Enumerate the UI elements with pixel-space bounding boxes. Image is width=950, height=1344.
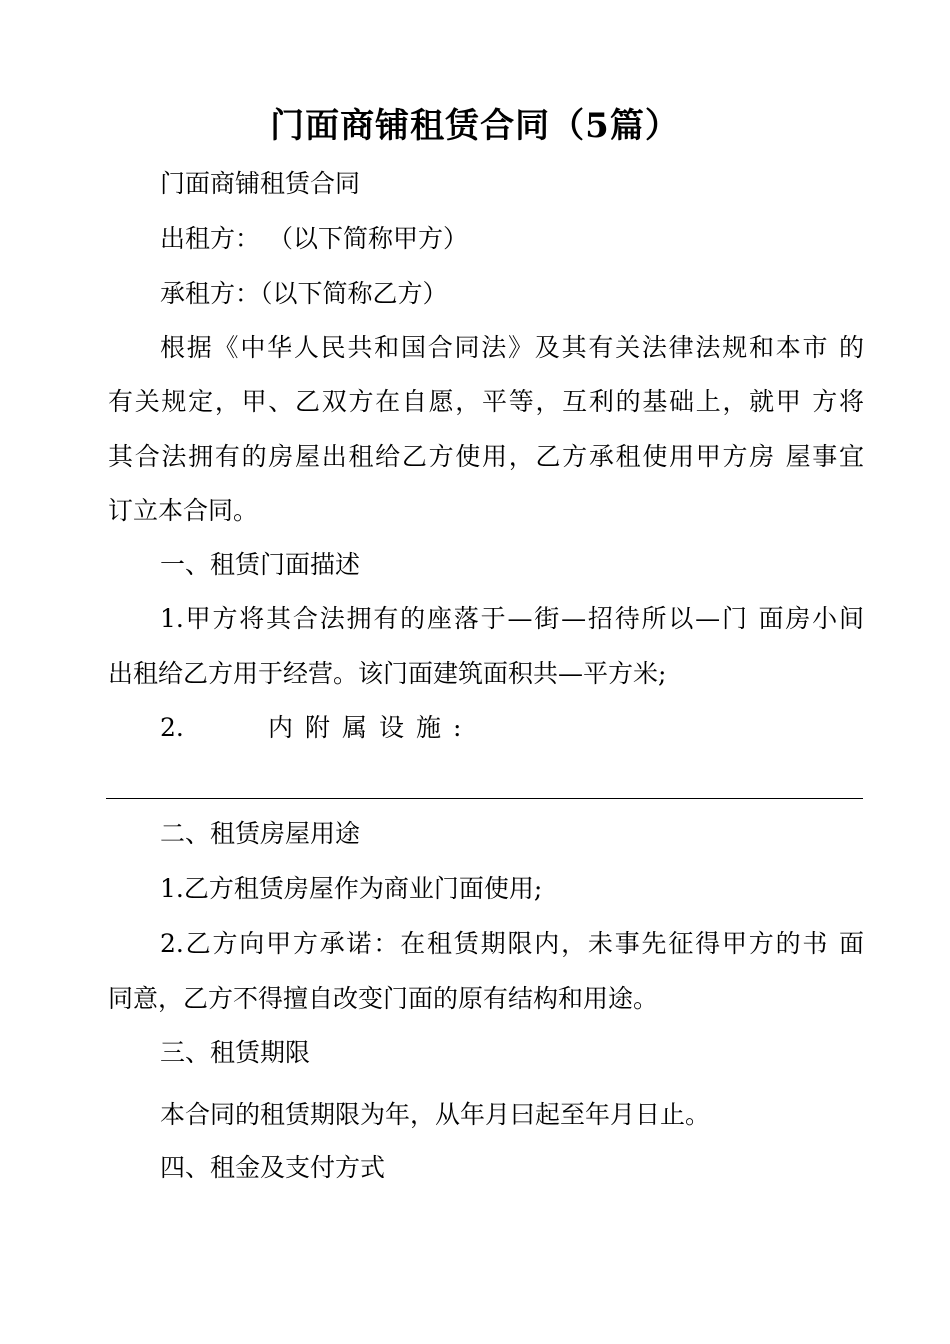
section-2-item-2-line-2: 同意，乙方不得擅自改变门面的原有结构和用途。 bbox=[108, 984, 659, 1013]
section-2-heading: 二、租赁房屋用途 bbox=[160, 819, 361, 848]
section-1-heading: 一、租赁门面描述 bbox=[160, 550, 361, 579]
section-1-item-1-line-2: 出租给乙方用于经营。该门面建筑面积共—平方米; bbox=[108, 659, 667, 688]
preamble-line-2: 有关规定，甲、乙双方在自愿，平等，互利的基础上，就甲 方将 bbox=[108, 387, 864, 416]
section-1-item-1-line-1: 1.甲方将其合法拥有的座落于—街—招待所以—门 面房小间 bbox=[160, 604, 864, 633]
document-title: 门面商铺租赁合同（5篇） bbox=[270, 106, 680, 146]
contract-subtitle: 门面商铺租赁合同 bbox=[160, 169, 361, 198]
preamble-line-4: 订立本合同。 bbox=[108, 496, 259, 525]
preamble-line-1: 根据《中华人民共和国合同法》及其有关法律法规和本市 的 bbox=[160, 333, 864, 362]
preamble-line-3: 其合法拥有的房屋出租给乙方使用，乙方承租使用甲方房 屋事宜 bbox=[108, 442, 864, 471]
section-2-item-2-line-1: 2.乙方向甲方承诺：在租赁期限内，未事先征得甲方的书 面 bbox=[160, 929, 864, 958]
section-2-item-1: 1.乙方租赁房屋作为商业门面使用; bbox=[160, 874, 543, 903]
lessee-line: 承租方：（以下简称乙方） bbox=[160, 279, 448, 308]
section-3-text: 本合同的租赁期限为年，从年月曰起至年月日止。 bbox=[160, 1100, 711, 1129]
lessor-line: 出租方： （以下简称甲方） bbox=[160, 224, 468, 253]
section-1-item-2-number: 2. bbox=[160, 713, 184, 742]
fill-in-underline bbox=[106, 798, 863, 799]
section-3-heading: 三、租赁期限 bbox=[160, 1038, 311, 1067]
section-4-heading: 四、租金及支付方式 bbox=[160, 1153, 386, 1182]
section-1-item-2-text: 内附属设施: bbox=[268, 713, 474, 742]
